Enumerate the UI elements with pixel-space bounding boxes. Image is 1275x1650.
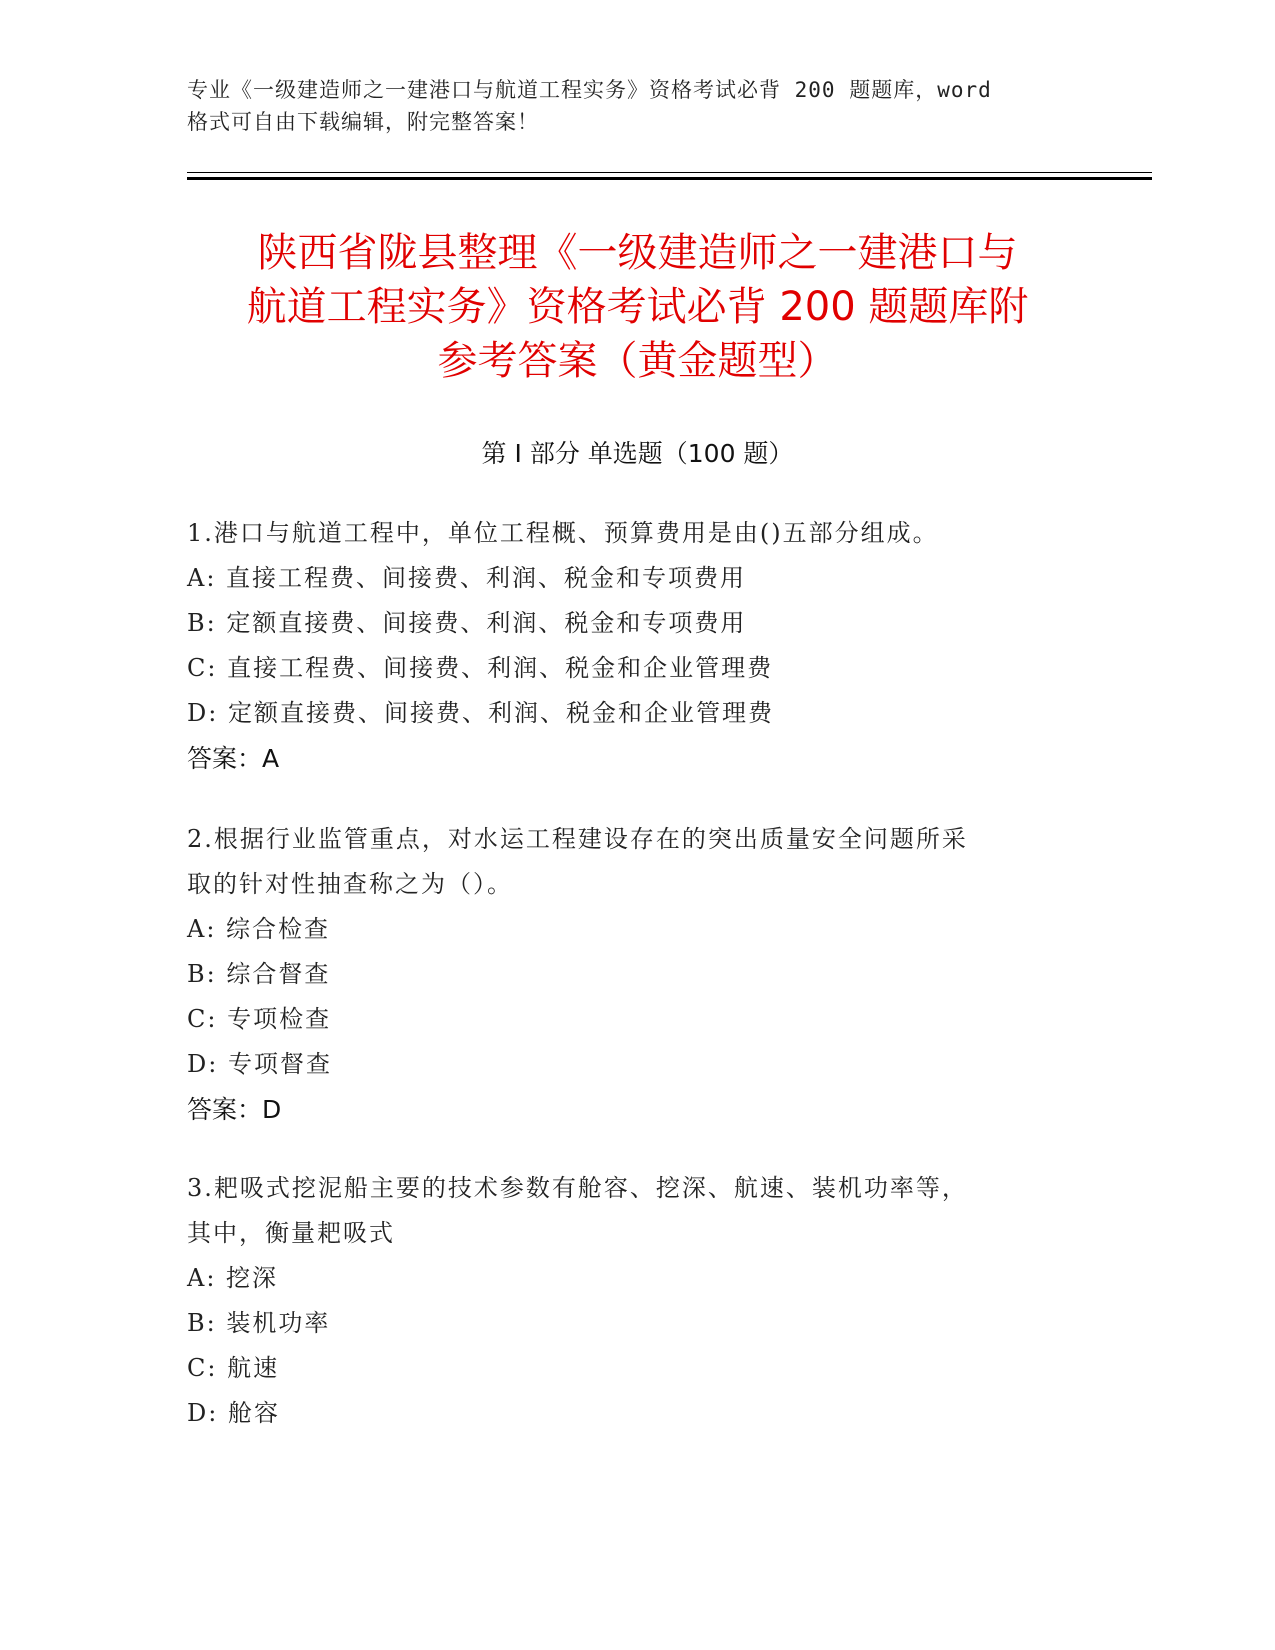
header-divider-thick	[187, 177, 1152, 180]
answer: 答案：A	[187, 744, 280, 773]
option-a: A: 综合检查	[187, 915, 331, 943]
option-d: D: 专项督查	[187, 1050, 332, 1078]
answer: 答案：D	[187, 1095, 282, 1124]
question-1	[187, 511, 1067, 781]
option-d: D: 舱容	[187, 1399, 280, 1427]
question-stem: 1.港口与航道工程中，单位工程概、预算费用是由()五部分组成。	[187, 519, 939, 547]
option-b: B: 定额直接费、间接费、利润、税金和专项费用	[187, 609, 747, 637]
header-note-line-1: 专业《一级建造师之一建港口与航道工程实务》资格考试必背 200 题题库，word	[187, 78, 992, 102]
option-c: C: 直接工程费、间接费、利润、税金和企业管理费	[187, 654, 774, 682]
question-2	[187, 817, 1067, 1132]
option-d: D: 定额直接费、间接费、利润、税金和企业管理费	[187, 699, 774, 727]
section-title: 第 I 部分 单选题（100 题）	[481, 439, 794, 468]
option-c: C: 航速	[187, 1354, 280, 1382]
option-c: C: 专项检查	[187, 1005, 332, 1033]
option-b: B: 综合督查	[187, 960, 331, 988]
header-note-line-2: 格式可自由下载编辑，附完整答案！	[187, 110, 539, 134]
title-line-2: 航道工程实务》资格考试必背 200 题题库附	[246, 284, 1029, 330]
option-a: A: 挖深	[187, 1264, 279, 1292]
option-b: B: 装机功率	[187, 1309, 331, 1337]
question-stem-line-2: 其中，衡量耙吸式	[187, 1219, 395, 1247]
title-line-1: 陕西省陇县整理《一级建造师之一建港口与	[257, 230, 1018, 276]
document-title	[150, 226, 1125, 388]
question-stem-line-2: 取的针对性抽查称之为（）。	[187, 870, 513, 898]
header-note	[187, 74, 1067, 138]
option-a: A: 直接工程费、间接费、利润、税金和专项费用	[187, 564, 747, 592]
question-stem-line-1: 2.根据行业监管重点，对水运工程建设存在的突出质量安全问题所采	[187, 825, 968, 853]
question-stem-line-1: 3.耙吸式挖泥船主要的技术参数有舱容、挖深、航速、装机功率等，	[187, 1174, 968, 1202]
header-divider-thin	[187, 172, 1152, 173]
title-line-3: 参考答案（黄金题型）	[437, 338, 838, 384]
question-3	[187, 1166, 1067, 1436]
